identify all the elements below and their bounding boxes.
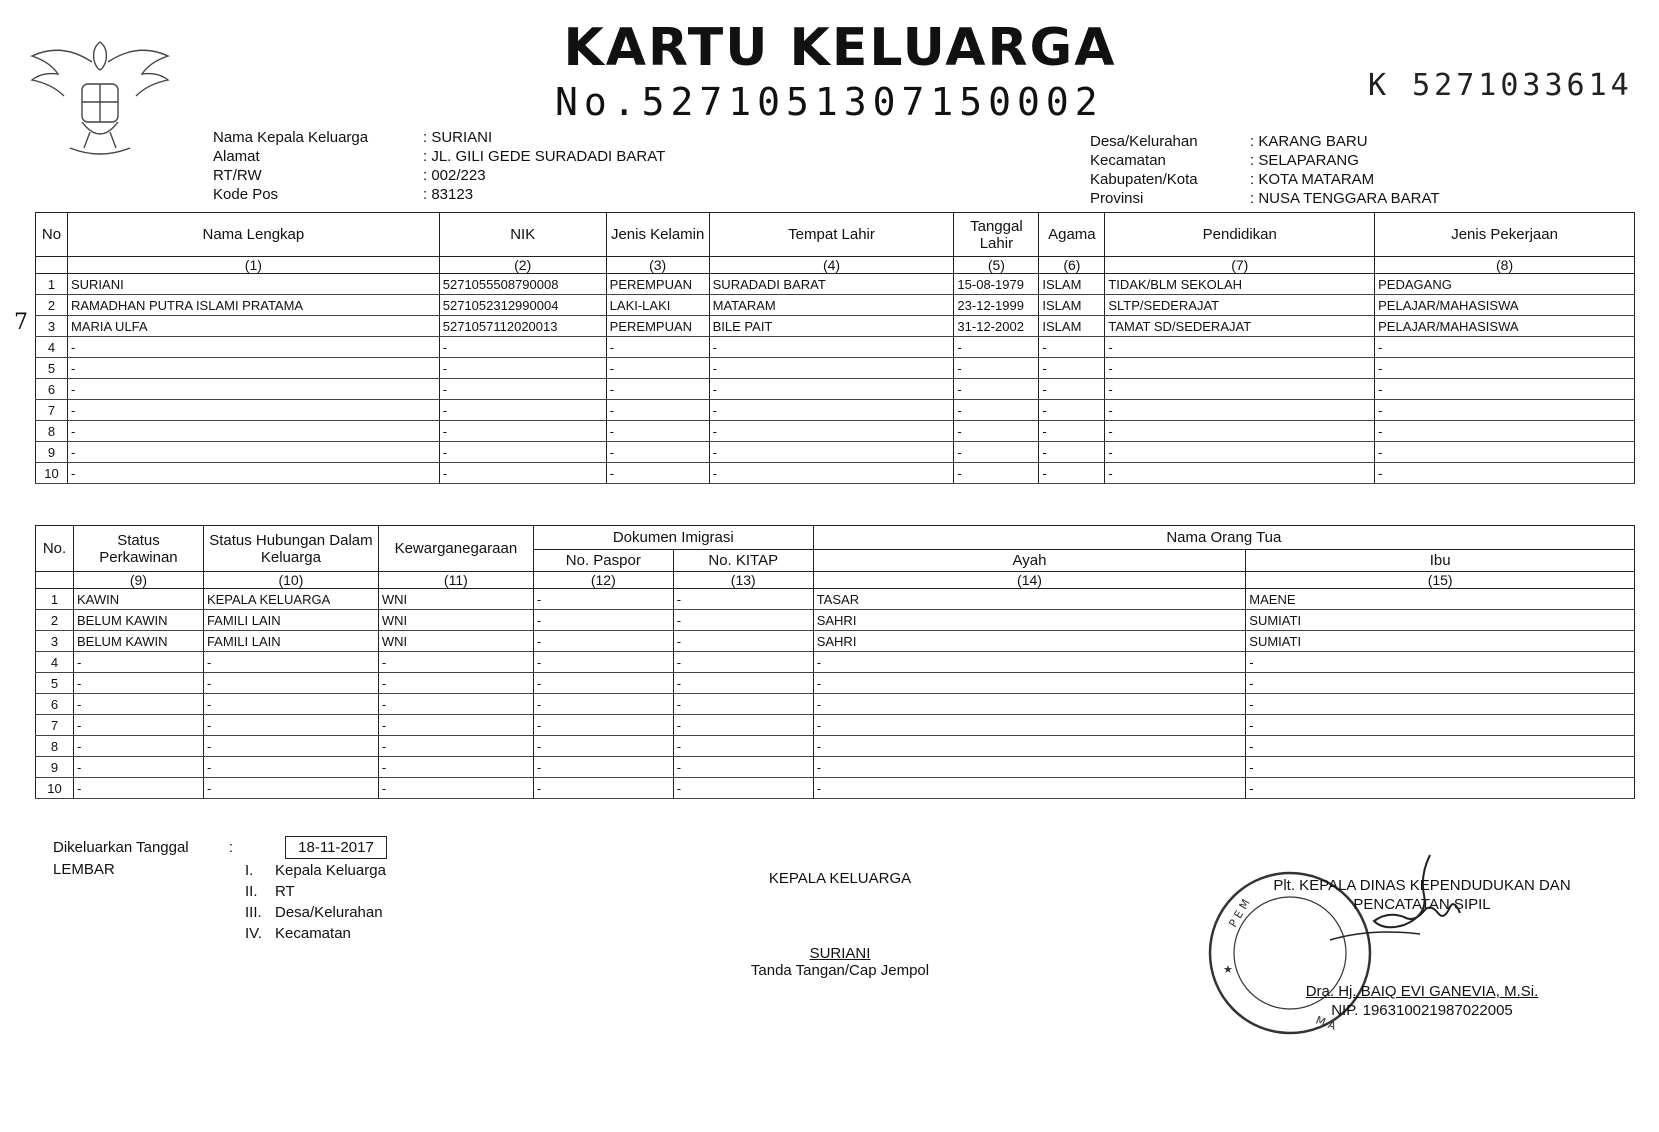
col-number: (10) (203, 572, 378, 589)
table-cell: BILE PAIT (709, 316, 954, 337)
table-cell: - (709, 442, 954, 463)
header-row-kepala (213, 128, 665, 147)
row-number: 1 (36, 589, 74, 610)
table-cell: - (203, 715, 378, 736)
table-cell: MATARAM (709, 295, 954, 316)
table-cell: - (203, 694, 378, 715)
lembar-label: LEMBAR (53, 861, 115, 878)
table-cell: LAKI-LAKI (606, 295, 709, 316)
table-cell: - (67, 337, 439, 358)
row-number: 10 (36, 778, 74, 799)
table-cell: - (1375, 442, 1635, 463)
field-value: : KARANG BARU (1250, 133, 1368, 150)
table-cell: - (73, 652, 203, 673)
table-row (36, 463, 1635, 484)
kk-number: No.5271051307150002 (555, 80, 1104, 124)
table-row (36, 379, 1635, 400)
table-cell: - (606, 400, 709, 421)
table-cell: - (67, 421, 439, 442)
table-cell: - (1039, 337, 1105, 358)
table-cell: - (378, 778, 533, 799)
table-cell: - (813, 736, 1246, 757)
table-cell: - (1039, 379, 1105, 400)
family-members-table (35, 212, 1635, 484)
col-header: Dokumen Imigrasi (533, 526, 813, 550)
field-label: Desa/Kelurahan (1090, 133, 1198, 150)
table-cell: - (533, 673, 673, 694)
table-cell: PEREMPUAN (606, 274, 709, 295)
table-row (36, 757, 1635, 778)
row-number: 6 (36, 694, 74, 715)
table-row (36, 715, 1635, 736)
table-cell: BELUM KAWIN (73, 610, 203, 631)
table-cell: SAHRI (813, 610, 1246, 631)
col-number: (7) (1105, 257, 1375, 274)
table-cell: - (439, 442, 606, 463)
table-cell: RAMADHAN PUTRA ISLAMI PRATAMA (67, 295, 439, 316)
header-row-provinsi (1090, 189, 1440, 208)
table-cell: - (709, 463, 954, 484)
table-cell: - (203, 757, 378, 778)
header-row-kabupaten (1090, 170, 1440, 189)
table-cell: - (709, 337, 954, 358)
table-row (36, 736, 1635, 757)
lembar-text: Kecamatan (275, 925, 351, 942)
table-cell: - (439, 421, 606, 442)
table1-body (36, 274, 1635, 484)
lembar-item (245, 881, 386, 902)
garuda-emblem-icon (20, 22, 180, 172)
col-number (36, 257, 68, 274)
table-cell: - (67, 379, 439, 400)
header-row-desa (1090, 132, 1440, 151)
table-cell: - (439, 463, 606, 484)
row-number: 2 (36, 610, 74, 631)
table-cell: - (439, 400, 606, 421)
table-cell: SUMIATI (1246, 631, 1635, 652)
table-cell: - (606, 421, 709, 442)
table-cell: ISLAM (1039, 295, 1105, 316)
table-cell: - (533, 757, 673, 778)
table-cell: SUMIATI (1246, 610, 1635, 631)
handwritten-signature-icon (1310, 850, 1480, 960)
table-cell: - (709, 400, 954, 421)
table-cell: - (954, 442, 1039, 463)
row-number: 3 (36, 631, 74, 652)
header-right (1090, 132, 1440, 208)
issued-date: 18-11-2017 (285, 836, 387, 859)
document-title: KARTU KELUARGA (563, 18, 1117, 78)
table-cell: 15-08-1979 (954, 274, 1039, 295)
col-header: No (36, 213, 68, 257)
table-cell: - (709, 379, 954, 400)
table-cell: - (709, 421, 954, 442)
table-cell: - (1039, 442, 1105, 463)
table-cell: WNI (378, 589, 533, 610)
col-number: (12) (533, 572, 673, 589)
table-cell: - (1375, 400, 1635, 421)
lembar-text: RT (275, 883, 295, 900)
table-cell: - (203, 778, 378, 799)
table-cell: TASAR (813, 589, 1246, 610)
table-cell: - (533, 589, 673, 610)
field-label: Kecamatan (1090, 152, 1166, 169)
table-cell: - (203, 652, 378, 673)
table-cell: - (203, 673, 378, 694)
table-cell: - (67, 358, 439, 379)
table-cell: - (813, 778, 1246, 799)
col-number: (8) (1375, 257, 1635, 274)
table-cell: - (439, 379, 606, 400)
table-cell: - (1375, 379, 1635, 400)
lembar-num: I. (245, 862, 254, 879)
header-row-rtrw (213, 166, 665, 185)
table-cell: - (954, 358, 1039, 379)
table-cell: SURIANI (67, 274, 439, 295)
field-value: : NUSA TENGGARA BARAT (1250, 190, 1440, 207)
table-cell: - (1105, 358, 1375, 379)
lembar-item (245, 923, 386, 944)
col-header: No. KITAP (673, 550, 813, 572)
table-cell: WNI (378, 631, 533, 652)
table-cell: - (673, 631, 813, 652)
table-cell: - (1375, 358, 1635, 379)
row-number: 3 (36, 316, 68, 337)
dinas-title-line-2: PENCATATAN SIPIL (1353, 896, 1491, 913)
official-name: Dra. Hj. BAIQ EVI GANEVIA, M.Si. (1305, 983, 1539, 1000)
table-cell: - (73, 736, 203, 757)
table-cell: - (1039, 358, 1105, 379)
table-cell: - (606, 379, 709, 400)
table-cell: - (1246, 652, 1635, 673)
table-cell: 23-12-1999 (954, 295, 1039, 316)
table-cell: - (673, 736, 813, 757)
serial-number: K 5271033614 (1368, 68, 1633, 103)
table2-colnum-row (36, 572, 1635, 589)
table-cell: - (709, 358, 954, 379)
field-value: : KOTA MATARAM (1250, 171, 1375, 188)
field-label: Kode Pos (213, 186, 279, 203)
table1-colnum-row (36, 257, 1635, 274)
header-row-alamat (213, 147, 665, 166)
table-cell: - (1105, 442, 1375, 463)
table-cell: - (813, 652, 1246, 673)
table-row (36, 694, 1635, 715)
col-header: Status Perkawinan (73, 526, 203, 572)
margin-handwritten-mark: 7 (14, 310, 28, 335)
field-value: : JL. GILI GEDE SURADADI BARAT (423, 148, 666, 165)
issued-label: Dikeluarkan Tanggal (53, 839, 189, 856)
table-row (36, 778, 1635, 799)
table-cell: - (533, 778, 673, 799)
col-header: Status Hubungan Dalam Keluarga (203, 526, 378, 572)
col-header: No. (36, 526, 74, 572)
field-value: : SURIANI (423, 129, 493, 146)
table-cell: - (813, 757, 1246, 778)
lembar-list (245, 860, 386, 944)
table-cell: PELAJAR/MAHASISWA (1375, 295, 1635, 316)
col-header: No. Paspor (533, 550, 673, 572)
table-cell: 5271057112020013 (439, 316, 606, 337)
col-number: (13) (673, 572, 813, 589)
lembar-num: IV. (245, 925, 262, 942)
table-row (36, 631, 1635, 652)
table-cell: - (673, 673, 813, 694)
lembar-item (245, 860, 386, 881)
table-row (36, 652, 1635, 673)
row-number: 1 (36, 274, 68, 295)
row-number: 8 (36, 736, 74, 757)
table-cell: - (954, 400, 1039, 421)
lembar-text: Desa/Kelurahan (275, 904, 383, 921)
table-row (36, 589, 1635, 610)
table-cell: - (378, 673, 533, 694)
table-cell: - (73, 673, 203, 694)
field-value: : 83123 (423, 186, 474, 203)
table-cell: - (1246, 757, 1635, 778)
row-number: 7 (36, 400, 68, 421)
col-header: Agama (1039, 213, 1105, 257)
table-cell: - (73, 694, 203, 715)
col-number: (14) (813, 572, 1246, 589)
field-label: Provinsi (1090, 190, 1144, 207)
table-cell: - (1246, 778, 1635, 799)
table-cell: - (606, 337, 709, 358)
table-cell: - (67, 400, 439, 421)
table-cell: - (1105, 379, 1375, 400)
table-cell: - (1039, 421, 1105, 442)
table-cell: FAMILI LAIN (203, 610, 378, 631)
svg-text:★: ★ (1223, 963, 1233, 976)
table-cell: 5271052312990004 (439, 295, 606, 316)
kk-sign-label: Tanda Tangan/Cap Jempol (750, 962, 930, 979)
table-cell: MARIA ULFA (67, 316, 439, 337)
table-cell: PEDAGANG (1375, 274, 1635, 295)
table-cell: - (67, 463, 439, 484)
table-cell: - (533, 715, 673, 736)
row-number: 6 (36, 379, 68, 400)
field-label: RT/RW (213, 167, 262, 184)
field-value: : SELAPARANG (1250, 152, 1359, 169)
col-number: (11) (378, 572, 533, 589)
col-header: Jenis Kelamin (606, 213, 709, 257)
col-header: Tanggal Lahir (954, 213, 1039, 257)
field-label: Nama Kepala Keluarga (213, 129, 369, 146)
lembar-text: Kepala Keluarga (275, 862, 386, 879)
col-number: (3) (606, 257, 709, 274)
table-row (36, 337, 1635, 358)
col-number: (4) (709, 257, 954, 274)
table-cell: - (1105, 400, 1375, 421)
official-nip: NIP. 196310021987022005 (1331, 1002, 1513, 1019)
col-header: Nama Lengkap (67, 213, 439, 257)
table-row (36, 610, 1635, 631)
table-cell: SURADADI BARAT (709, 274, 954, 295)
table-cell: - (1375, 463, 1635, 484)
table-cell: - (813, 673, 1246, 694)
table-cell: - (673, 652, 813, 673)
col-number: (9) (73, 572, 203, 589)
row-number: 5 (36, 358, 68, 379)
lembar-num: III. (245, 904, 262, 921)
table-cell: - (1039, 463, 1105, 484)
table-cell: - (73, 778, 203, 799)
row-number: 10 (36, 463, 68, 484)
table-cell: - (673, 778, 813, 799)
table-cell: - (1246, 694, 1635, 715)
table-cell: - (73, 757, 203, 778)
row-number: 4 (36, 652, 74, 673)
table-cell: - (1246, 715, 1635, 736)
table-cell: TAMAT SD/SEDERAJAT (1105, 316, 1375, 337)
table-cell: - (673, 610, 813, 631)
table-cell: - (378, 715, 533, 736)
table-cell: - (954, 421, 1039, 442)
col-number: (15) (1246, 572, 1635, 589)
row-number: 2 (36, 295, 68, 316)
table-row (36, 358, 1635, 379)
table-cell: - (954, 337, 1039, 358)
row-number: 9 (36, 442, 68, 463)
table-cell: MAENE (1246, 589, 1635, 610)
table-row (36, 421, 1635, 442)
table-cell: TIDAK/BLM SEKOLAH (1105, 274, 1375, 295)
table-cell: FAMILI LAIN (203, 631, 378, 652)
table-cell: PEREMPUAN (606, 316, 709, 337)
table-cell: - (673, 715, 813, 736)
row-number: 9 (36, 757, 74, 778)
table-cell: - (673, 589, 813, 610)
kk-title: KEPALA KELUARGA (768, 870, 912, 887)
table-cell: - (67, 442, 439, 463)
family-status-table (35, 525, 1635, 799)
table-cell: - (606, 463, 709, 484)
table-cell: - (1375, 337, 1635, 358)
table-cell: - (533, 694, 673, 715)
table-cell: - (1105, 421, 1375, 442)
lembar-num: II. (245, 883, 258, 900)
header-left (213, 128, 665, 204)
table-cell: - (533, 610, 673, 631)
table-cell: - (533, 652, 673, 673)
lembar-item (245, 902, 386, 923)
table-cell: - (378, 757, 533, 778)
col-header: Pendidikan (1105, 213, 1375, 257)
field-label: Kabupaten/Kota (1090, 171, 1198, 188)
row-number: 7 (36, 715, 74, 736)
table-cell: - (954, 463, 1039, 484)
table1-header-row (36, 213, 1635, 257)
table-cell: - (606, 358, 709, 379)
table-cell: - (606, 442, 709, 463)
table-cell: - (1039, 400, 1105, 421)
table-cell: - (439, 337, 606, 358)
col-header: Ibu (1246, 550, 1635, 572)
table-cell: KAWIN (73, 589, 203, 610)
table2-header-row-1 (36, 526, 1635, 550)
table-cell: - (378, 652, 533, 673)
svg-text:M A: M A (1313, 1013, 1338, 1033)
kepala-keluarga-signature-block (720, 870, 960, 979)
table-cell: - (1105, 463, 1375, 484)
table-cell: WNI (378, 610, 533, 631)
table-cell: - (673, 757, 813, 778)
issued-row (53, 836, 387, 859)
row-number: 8 (36, 421, 68, 442)
col-header: Jenis Pekerjaan (1375, 213, 1635, 257)
row-number: 4 (36, 337, 68, 358)
table-cell: 5271055508790008 (439, 274, 606, 295)
col-number: (5) (954, 257, 1039, 274)
table-cell: - (1246, 736, 1635, 757)
row-number: 5 (36, 673, 74, 694)
table-cell: - (378, 736, 533, 757)
table-row (36, 673, 1635, 694)
table-cell: - (533, 736, 673, 757)
table-cell: - (954, 379, 1039, 400)
dinas-title-line-1: Plt. KEPALA DINAS KEPENDUDUKAN DAN (1273, 877, 1571, 894)
table-row (36, 295, 1635, 316)
table-cell: ISLAM (1039, 274, 1105, 295)
table-cell: - (378, 694, 533, 715)
table-cell: - (1375, 421, 1635, 442)
kk-name: SURIANI (809, 945, 871, 962)
table-cell: BELUM KAWIN (73, 631, 203, 652)
col-header: Nama Orang Tua (813, 526, 1634, 550)
field-value: : 002/223 (423, 167, 486, 184)
table-cell: - (673, 694, 813, 715)
col-number: (2) (439, 257, 606, 274)
table-cell: SLTP/SEDERAJAT (1105, 295, 1375, 316)
col-number: (1) (67, 257, 439, 274)
table-cell: - (533, 631, 673, 652)
table-row (36, 400, 1635, 421)
header-row-kodepos (213, 185, 665, 204)
table-cell: - (1105, 337, 1375, 358)
table-cell: - (203, 736, 378, 757)
table-cell: - (813, 694, 1246, 715)
col-header: Tempat Lahir (709, 213, 954, 257)
table-cell: 31-12-2002 (954, 316, 1039, 337)
col-header: Kewarganegaraan (378, 526, 533, 572)
issued-colon: : (228, 839, 233, 856)
table-cell: SAHRI (813, 631, 1246, 652)
col-number: (6) (1039, 257, 1105, 274)
table-row (36, 442, 1635, 463)
svg-text:P E M: P E M (1226, 896, 1253, 930)
table-cell: - (813, 715, 1246, 736)
col-header: Ayah (813, 550, 1246, 572)
table-cell: KEPALA KELUARGA (203, 589, 378, 610)
table-cell: - (1246, 673, 1635, 694)
col-number (36, 572, 74, 589)
col-header: NIK (439, 213, 606, 257)
table-row (36, 274, 1635, 295)
header-row-kecamatan (1090, 151, 1440, 170)
table-cell: ISLAM (1039, 316, 1105, 337)
table-cell: - (439, 358, 606, 379)
table-cell: PELAJAR/MAHASISWA (1375, 316, 1635, 337)
field-label: Alamat (213, 148, 260, 165)
table2-body (36, 589, 1635, 799)
table-row (36, 316, 1635, 337)
table-cell: - (73, 715, 203, 736)
